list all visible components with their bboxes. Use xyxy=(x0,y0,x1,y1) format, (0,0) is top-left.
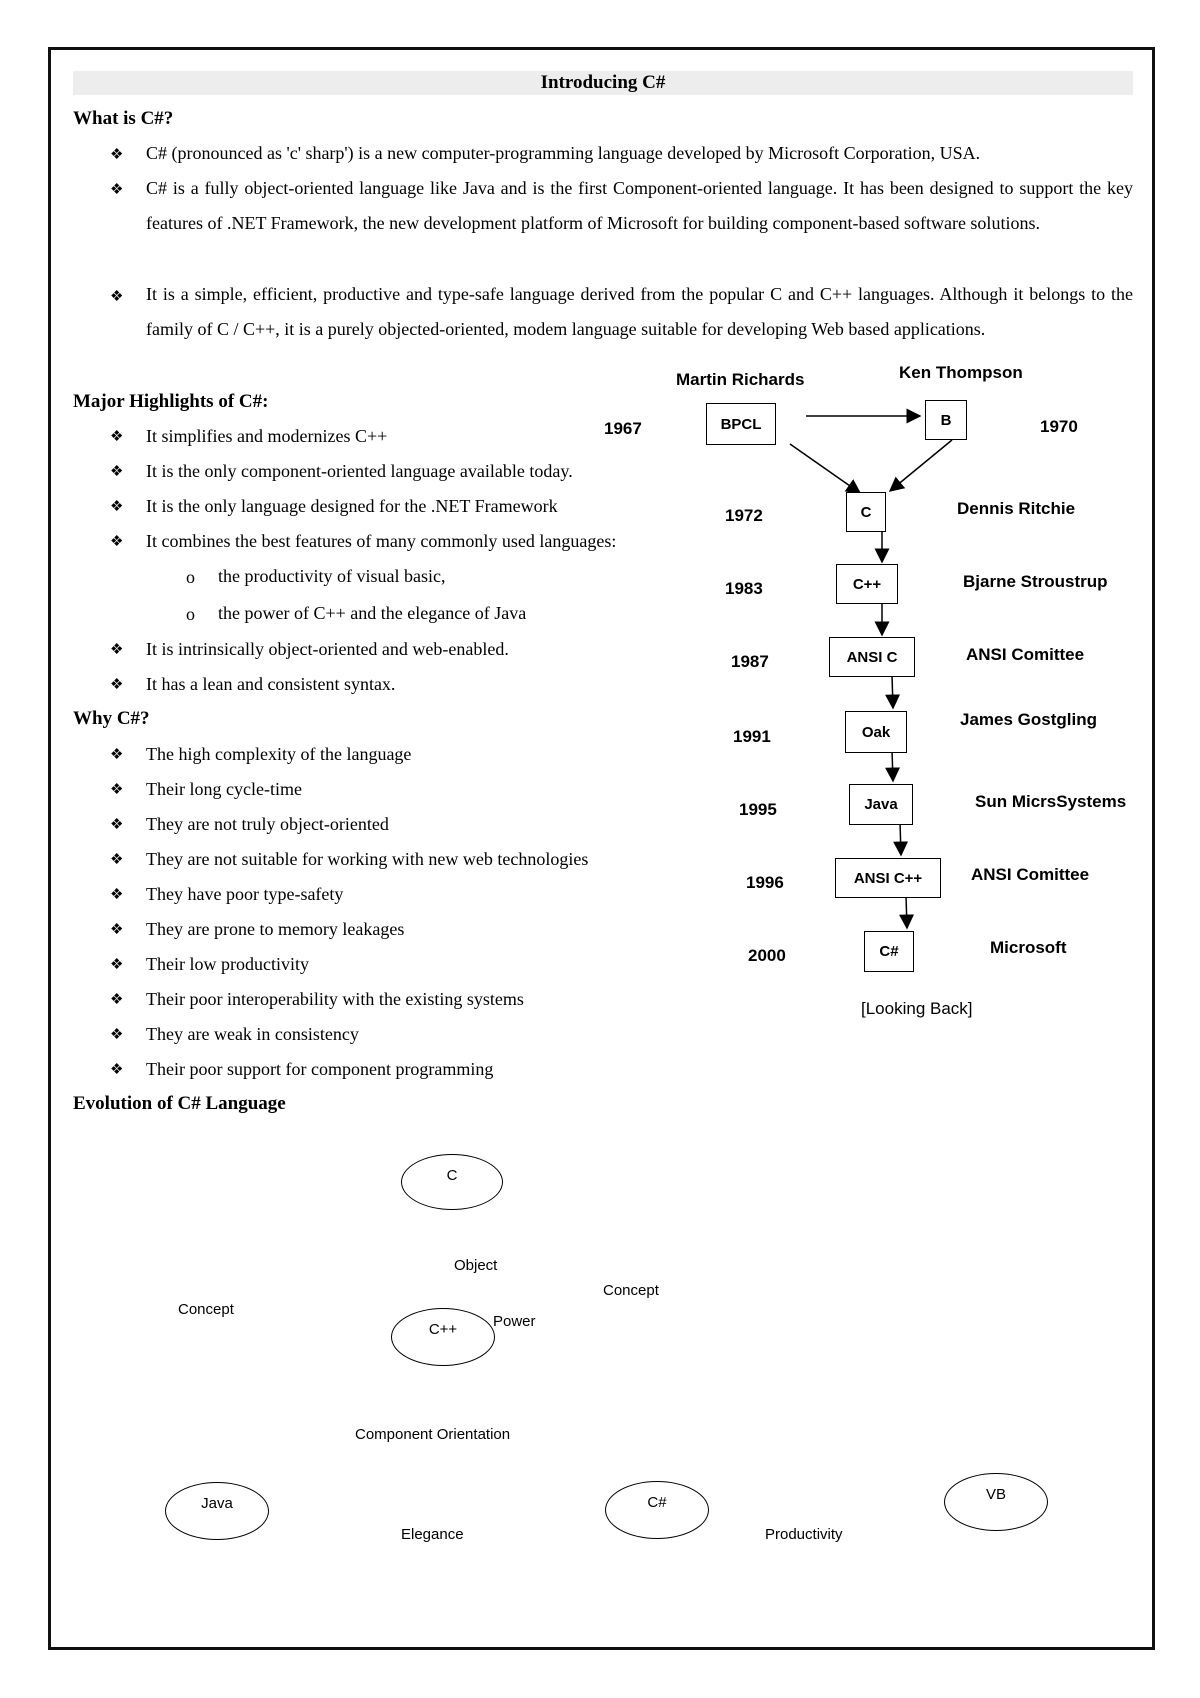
why-item-7: Their low productivity xyxy=(146,954,309,974)
highlight-sub-item-1: the productivity of visual basic, xyxy=(218,566,446,586)
highlight-item-2: It is the only component-oriented language available today. xyxy=(146,461,573,481)
arrow-ansic-oak xyxy=(892,675,893,708)
creator-ansi-comittee-2: ANSI Comittee xyxy=(971,865,1090,884)
year-1970: 1970 xyxy=(1040,417,1078,436)
evolution-label-productivity: Productivity xyxy=(765,1526,843,1543)
why-item-3: They are not truly object-oriented xyxy=(146,814,389,834)
highlight-item-1: It simplifies and modernizes C++ xyxy=(146,426,388,446)
bullet-icon: ❖ xyxy=(110,499,124,515)
creator-bjarne-stroustrup: Bjarne Stroustrup xyxy=(963,572,1108,591)
year-1991: 1991 xyxy=(733,727,771,746)
bullet-icon: ❖ xyxy=(110,182,124,198)
creator-ansi-comittee: ANSI Comittee xyxy=(966,645,1085,664)
year-1972: 1972 xyxy=(725,506,763,525)
node-bpcl: BPCL xyxy=(706,403,776,445)
heading-evolution: Evolution of C# Language xyxy=(73,1093,286,1114)
bullet-icon: ❖ xyxy=(110,642,124,658)
bullet-icon: ❖ xyxy=(110,817,124,833)
node-csharp: C# xyxy=(864,931,914,972)
bullet-icon: ❖ xyxy=(110,677,124,693)
sub-bullet-icon: o xyxy=(186,567,195,587)
node-ansi-c: ANSI C xyxy=(829,637,915,677)
what-is-item-1: C# (pronounced as 'c' sharp') is a new computer-programming language developed by Microsoft Corporation, USA. xyxy=(146,143,981,163)
why-item-4: They are not suitable for working with new web technologies xyxy=(146,849,589,869)
year-1967: 1967 xyxy=(604,419,642,438)
bullet-icon: ❖ xyxy=(110,887,124,903)
evolution-node-csharp: C# xyxy=(605,1481,709,1539)
highlight-sub-item-2: the power of C++ and the elegance of Java xyxy=(218,603,527,623)
creator-james-gostgling: James Gostgling xyxy=(960,710,1097,729)
bullet-icon: ❖ xyxy=(110,429,124,445)
bullet-icon: ❖ xyxy=(110,852,124,868)
bullet-icon: ❖ xyxy=(110,464,124,480)
bullet-icon: ❖ xyxy=(110,1062,124,1078)
sub-bullet-icon: o xyxy=(186,604,195,624)
heading-highlights: Major Highlights of C#: xyxy=(73,391,269,412)
evolution-label-object: Object xyxy=(454,1257,498,1274)
year-1996: 1996 xyxy=(746,873,784,892)
timeline-caption: [Looking Back] xyxy=(861,999,973,1018)
arrow-oak-java xyxy=(892,750,893,781)
evolution-node-java: Java xyxy=(165,1482,269,1540)
node-ansi-cpp: ANSI C++ xyxy=(835,858,941,898)
highlight-item-4: It combines the best features of many commonly used languages: xyxy=(146,531,617,551)
year-1983: 1983 xyxy=(725,579,763,598)
why-item-5: They have poor type-safety xyxy=(146,884,344,904)
bullet-icon: ❖ xyxy=(110,922,124,938)
creator-martin-richards: Martin Richards xyxy=(676,370,805,389)
node-cpp: C++ xyxy=(836,564,898,604)
arrow-ansicpp-csharp xyxy=(906,896,907,928)
node-b: B xyxy=(925,400,967,440)
node-oak: Oak xyxy=(845,711,907,753)
node-c: C xyxy=(846,492,886,532)
why-item-2: Their long cycle-time xyxy=(146,779,302,799)
why-item-1: The high complexity of the language xyxy=(146,744,412,764)
bullet-icon: ❖ xyxy=(110,534,124,550)
page-title: Introducing C# xyxy=(73,71,1133,95)
why-item-8: Their poor interoperability with the existing systems xyxy=(146,989,524,1009)
creator-sun-microsystems: Sun MicrsSystems xyxy=(975,792,1127,811)
arrow-b-c xyxy=(890,440,952,491)
what-is-item-3: It is a simple, efficient, productive and type-safe language derived from the popular C and C++ languages. Although it belongs to the family of C / C++, it is a purely objected-oriented, modem language suitable for developing Web based applications. xyxy=(146,284,1133,339)
arrow-java-ansicpp xyxy=(900,822,901,855)
bullet-icon: ❖ xyxy=(110,782,124,798)
highlight-item-3: It is the only language designed for the .NET Framework xyxy=(146,496,558,516)
evolution-label-component-orientation: Component Orientation xyxy=(355,1426,511,1443)
evolution-node-cpp: C++ xyxy=(391,1308,495,1366)
bullet-icon: ❖ xyxy=(110,147,124,163)
why-item-9: They are weak in consistency xyxy=(146,1024,359,1044)
bullet-icon: ❖ xyxy=(110,747,124,763)
why-item-6: They are prone to memory leakages xyxy=(146,919,405,939)
why-item-10: Their poor support for component programming xyxy=(146,1059,494,1079)
highlight-item-5: It is intrinsically object-oriented and web-enabled. xyxy=(146,639,509,659)
year-1987: 1987 xyxy=(731,652,769,671)
year-2000: 2000 xyxy=(748,946,786,965)
bullet-icon: ❖ xyxy=(110,957,124,973)
creator-microsoft: Microsoft xyxy=(990,938,1067,957)
bullet-icon: ❖ xyxy=(110,992,124,1008)
evolution-label-concept-right: Concept xyxy=(603,1282,659,1299)
evolution-node-vb: VB xyxy=(944,1473,1048,1531)
year-1995: 1995 xyxy=(739,800,777,819)
creator-dennis-ritchie: Dennis Ritchie xyxy=(957,499,1076,518)
what-is-item-2: C# is a fully object-oriented language like Java and is the first Component-oriented language. It has been designed to support the key features of .NET Framework, the new development platform of Microsoft for building component-based software solutions. xyxy=(146,178,1133,233)
bullet-icon: ❖ xyxy=(110,289,124,305)
creator-ken-thompson: Ken Thompson xyxy=(899,363,1023,382)
evolution-label-elegance: Elegance xyxy=(401,1526,464,1543)
evolution-node-c: C xyxy=(401,1154,503,1210)
heading-what-is: What is C#? xyxy=(73,108,174,129)
heading-why: Why C#? xyxy=(73,708,150,729)
bullet-icon: ❖ xyxy=(110,1027,124,1043)
arrow-bpcl-c xyxy=(790,444,860,493)
evolution-label-power: Power xyxy=(493,1313,536,1330)
evolution-label-concept-left: Concept xyxy=(178,1301,234,1318)
highlight-item-6: It has a lean and consistent syntax. xyxy=(146,674,396,694)
node-java: Java xyxy=(849,784,913,825)
